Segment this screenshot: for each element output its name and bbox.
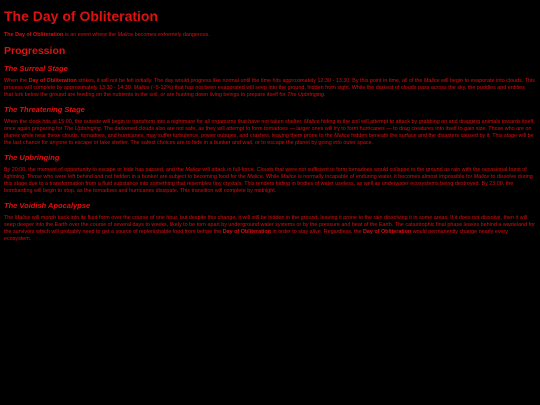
italic-term: The Upbringing [287, 92, 325, 98]
italic-term: The Upbringing [63, 126, 101, 132]
italic-term: Malice [133, 85, 150, 91]
italic-term: Malice [303, 119, 320, 125]
page-title: The Day of Obliteration [4, 8, 159, 24]
italic-term: Malice [280, 174, 297, 180]
stage-heading-upbringing: The Upbringing [4, 153, 60, 162]
stage-paragraph-surreal: When the Day of Obliteration strikes, it will not be felt initially. The day would progress like normal until the time hits approximately 12:30 - 13:30. By this point in time, all of the Malice will begin to evaporate into clouds. This process will complete by approximately 13:30 - 14:30. Malice (~5-12%) that has not been evaporated will seep into the ground, hidden from sight. While the darkest of clouds pass across the sky, the puddles and entities that lurk below the ground are feeding on the nutrients in the soil, or are hunting down living beings to prepare itself for The Upbringing. [4, 78, 535, 98]
bold-term: The Day of Obliteration [4, 32, 64, 38]
italic-term: Malice [14, 215, 31, 221]
bold-term: Day of Obliteration [362, 229, 412, 235]
intro-paragraph: The Day of Obliteration is an event where the Malice becomes extremely dangerous. [4, 32, 210, 38]
stage-heading-voidish-apocalypse: The Voidish Apocalypse [4, 201, 91, 210]
stage-paragraph-threatening: When the clock hits at 15:00, the outside will begin to transform into a nightmare for all organisms that have not taken shelter. Malice hiding in the soil will attempt to attack by grabbing on and dragging animals towards itself, once again preparing for The Upbringing. The darkened clouds also are not safe, as they will attempt to form tornadoes — larger ones will try to form hurricanes — to drag creatures into itself to gain size. Those who are on planes while near these clouds, tornadoes, and hurricanes, may suffer turbulence, power outages, and crashes, leaving them prone to the Malice hidden beneath the surface and the disasters caused by it. This stage will be the last chance for anyone to escape or take shelter. The safest choices are to hide in a bunker and wait, or to escape the planet by going into outer space. [4, 119, 535, 146]
stage-heading-surreal: The Surreal Stage [4, 64, 68, 73]
italic-term: Malice [247, 174, 263, 180]
stage-paragraph-upbringing: By 20:00, the moment of opportunity to escape or hide has passed, and the Malice will attack in full-force. Clouds that were not sufficient to form tornadoes would collapse to the ground as rain with the occasional burst of lightning. Those who were left behind and not hidden in a bunker are subject to becoming food for the Malice. While Malice is normally incapable of enduring water, it becomes almost impossible for Malice to dissolve during this stage due to a transformation from a fluid substance into something that resembles tiny crystals. This renders hiding in bodies of water useless, as well as underwater ecosystems being destroyed. By 23:00, the bombarding will begin to stop, as the tornadoes and hurricanes dissipate. This transition will complete by midnight. [4, 167, 533, 194]
italic-term: Malice [334, 133, 350, 139]
bold-term: Day of Obliteration [28, 78, 77, 84]
italic-term: Malice [473, 174, 490, 180]
italic-term: Malice [185, 167, 201, 173]
stage-paragraph-voidish-apocalypse: The Malice will morph back into its fluid form over the course of one hour, but despite this change, it will still be hidden in the ground, leaving it prone to the rain dissolving it in some areas. If it does not dissolve, then it will seep deeper into the Earth over the course of several days to weeks, likely to be torn apart by underground water systems or by the pressure and heat of the Earth. The catastrophic final phase leaves behind a wasteland for the survivors which will probably need to get a source of replenishable food from before the Day of Obliteration in order to stay alive. Regardless, the Day of Obliteration would permanently change nearly every ecosystem. [4, 215, 535, 242]
stage-heading-threatening: The Threatening Stage [4, 105, 85, 114]
italic-term: Malice [423, 78, 440, 84]
italic-term: Malice [117, 32, 134, 38]
section-heading-progression: Progression [4, 45, 66, 57]
bold-term: Day of Obliteration [222, 229, 271, 235]
